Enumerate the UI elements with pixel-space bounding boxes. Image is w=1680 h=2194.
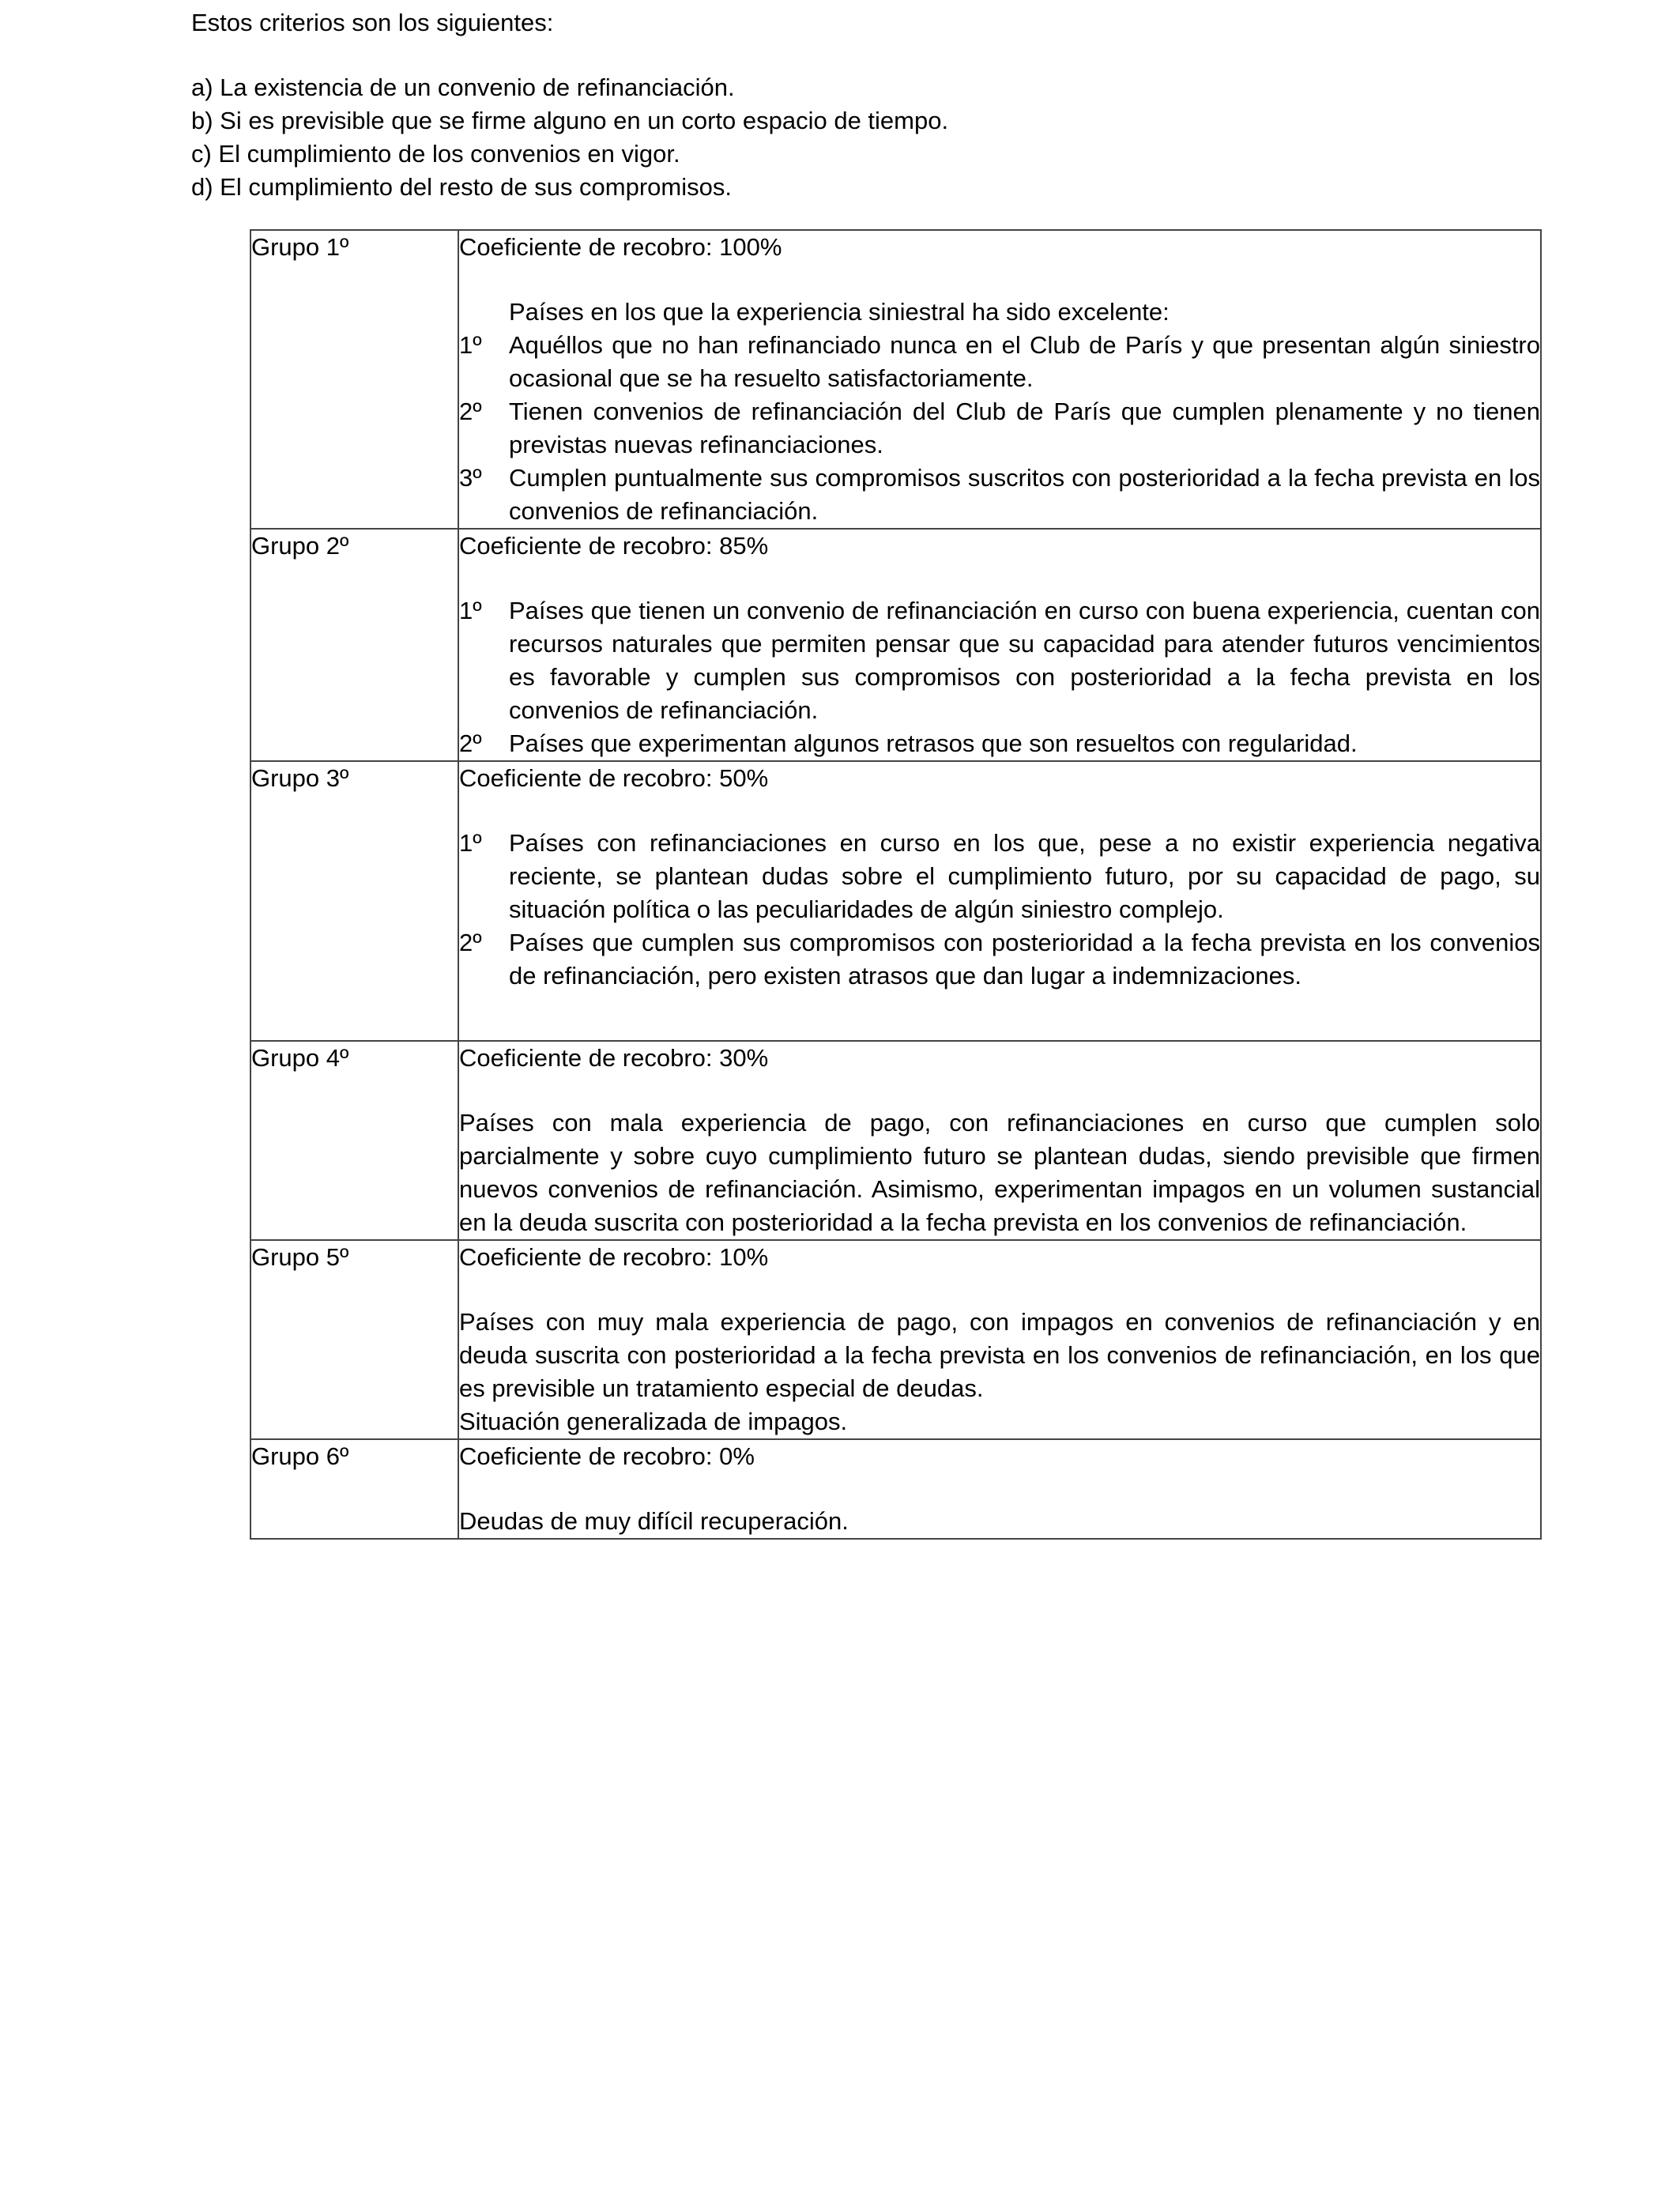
criterion-c: c) El cumplimiento de los convenios en vigor. bbox=[191, 140, 680, 168]
group-content bbox=[458, 1041, 1541, 1240]
group-label: Grupo 5º bbox=[250, 1240, 458, 1439]
list-item bbox=[459, 462, 1540, 528]
list-item bbox=[459, 827, 1540, 926]
item-number: 2º bbox=[459, 398, 482, 425]
criterion-a: a) La existencia de un convenio de refinanciación. bbox=[191, 74, 735, 101]
recovery-coefficient: Coeficiente de recobro: 85% bbox=[459, 532, 769, 560]
criteria-list bbox=[459, 329, 1540, 528]
list-item bbox=[459, 594, 1540, 727]
item-text: Países que experimentan algunos retrasos que son resueltos con regularidad. bbox=[509, 729, 1358, 757]
recovery-coefficient: Coeficiente de recobro: 30% bbox=[459, 1044, 769, 1072]
group-label: Grupo 3º bbox=[250, 761, 458, 1041]
group-label: Grupo 2º bbox=[250, 529, 458, 761]
item-text: Tienen convenios de refinanciación del Club de París que cumplen plenamente y no tienen previstas nuevas refinanciaciones. bbox=[509, 398, 1540, 458]
list-item bbox=[459, 395, 1540, 462]
group-description: Deudas de muy difícil recuperación. bbox=[459, 1507, 849, 1535]
table-row-group-6 bbox=[250, 1439, 1541, 1539]
group-label: Grupo 6º bbox=[250, 1439, 458, 1539]
criteria-list bbox=[459, 594, 1540, 760]
item-number: 2º bbox=[459, 729, 482, 757]
intro-lead: Estos criterios son los siguientes: bbox=[191, 9, 554, 36]
table-row-group-3 bbox=[250, 761, 1541, 1041]
group-description: Países con mala experiencia de pago, con refinanciaciones en curso que cumplen solo parcialmente y sobre cuyo cumplimiento futuro se plantean dudas, siendo previsible que firmen nuevos convenios de refinanciación. Asimismo, experimentan impagos en un volumen sustancial en la deuda suscrita con posterioridad a la fecha prevista en los convenios de refinanciación. bbox=[459, 1109, 1540, 1236]
item-text: Países con refinanciaciones en curso en los que, pese a no existir experiencia negativa reciente, se plantean dudas sobre el cumplimiento futuro, por su capacidad de pago, su situación política o las peculiaridades de algún siniestro complejo. bbox=[509, 829, 1540, 923]
item-number: 3º bbox=[459, 464, 482, 492]
item-text: Países que cumplen sus compromisos con posterioridad a la fecha prevista en los convenios de refinanciación, pero existen atrasos que dan lugar a indemnizaciones. bbox=[509, 929, 1540, 990]
item-text: Países que tienen un convenio de refinanciación en curso con buena experiencia, cuentan con recursos naturales que permiten pensar que su capacidad para atender futuros vencimientos es favorable y cumplen sus compromisos con posterioridad a la fecha prevista en los convenios de refinanciación. bbox=[509, 597, 1540, 724]
table-row-group-2 bbox=[250, 529, 1541, 761]
intro-section bbox=[191, 6, 1535, 204]
group-content bbox=[458, 1439, 1541, 1539]
criterion-b: b) Si es previsible que se firme alguno en un corto espacio de tiempo. bbox=[191, 107, 949, 134]
recovery-coefficient-table bbox=[250, 229, 1542, 1540]
criteria-list bbox=[459, 827, 1540, 993]
item-number: 2º bbox=[459, 929, 482, 956]
table-row-group-1 bbox=[250, 230, 1541, 529]
recovery-coefficient: Coeficiente de recobro: 100% bbox=[459, 233, 782, 261]
group-preface: Países en los que la experiencia siniestral ha sido excelente: bbox=[509, 298, 1170, 326]
item-text: Aquéllos que no han refinanciado nunca en el Club de París y que presentan algún siniestro ocasional que se ha resuelto satisfactoriamente. bbox=[509, 331, 1540, 392]
item-number: 1º bbox=[459, 331, 482, 359]
spacer bbox=[459, 1075, 1540, 1106]
group-label: Grupo 4º bbox=[250, 1041, 458, 1240]
spacer bbox=[459, 264, 1540, 296]
list-item bbox=[459, 926, 1540, 993]
item-text: Cumplen puntualmente sus compromisos suscritos con posterioridad a la fecha prevista en los convenios de refinanciación. bbox=[509, 464, 1540, 525]
spacer bbox=[459, 795, 1540, 827]
recovery-coefficient: Coeficiente de recobro: 50% bbox=[459, 764, 769, 792]
list-item bbox=[459, 329, 1540, 395]
list-item bbox=[459, 727, 1540, 760]
item-number: 1º bbox=[459, 829, 482, 857]
group-content bbox=[458, 1240, 1541, 1439]
recovery-coefficient: Coeficiente de recobro: 10% bbox=[459, 1243, 769, 1271]
spacer bbox=[459, 1473, 1540, 1505]
spacer bbox=[459, 1274, 1540, 1306]
group-description-note: Situación generalizada de impagos. bbox=[459, 1408, 848, 1435]
criterion-d: d) El cumplimiento del resto de sus compromisos. bbox=[191, 173, 732, 201]
group-label: Grupo 1º bbox=[250, 230, 458, 529]
table-row-group-5 bbox=[250, 1240, 1541, 1439]
group-content bbox=[458, 230, 1541, 529]
group-content bbox=[458, 761, 1541, 1041]
item-number: 1º bbox=[459, 597, 482, 624]
recovery-coefficient: Coeficiente de recobro: 0% bbox=[459, 1442, 755, 1470]
group-description: Países con muy mala experiencia de pago, con impagos en convenios de refinanciación y en deuda suscrita con posterioridad a la fecha prevista en los convenios de refinanciación, en los que es previsible un tratamiento especial de deudas. bbox=[459, 1308, 1540, 1402]
table-row-group-4 bbox=[250, 1041, 1541, 1240]
group-content bbox=[458, 529, 1541, 761]
spacer bbox=[459, 563, 1540, 594]
